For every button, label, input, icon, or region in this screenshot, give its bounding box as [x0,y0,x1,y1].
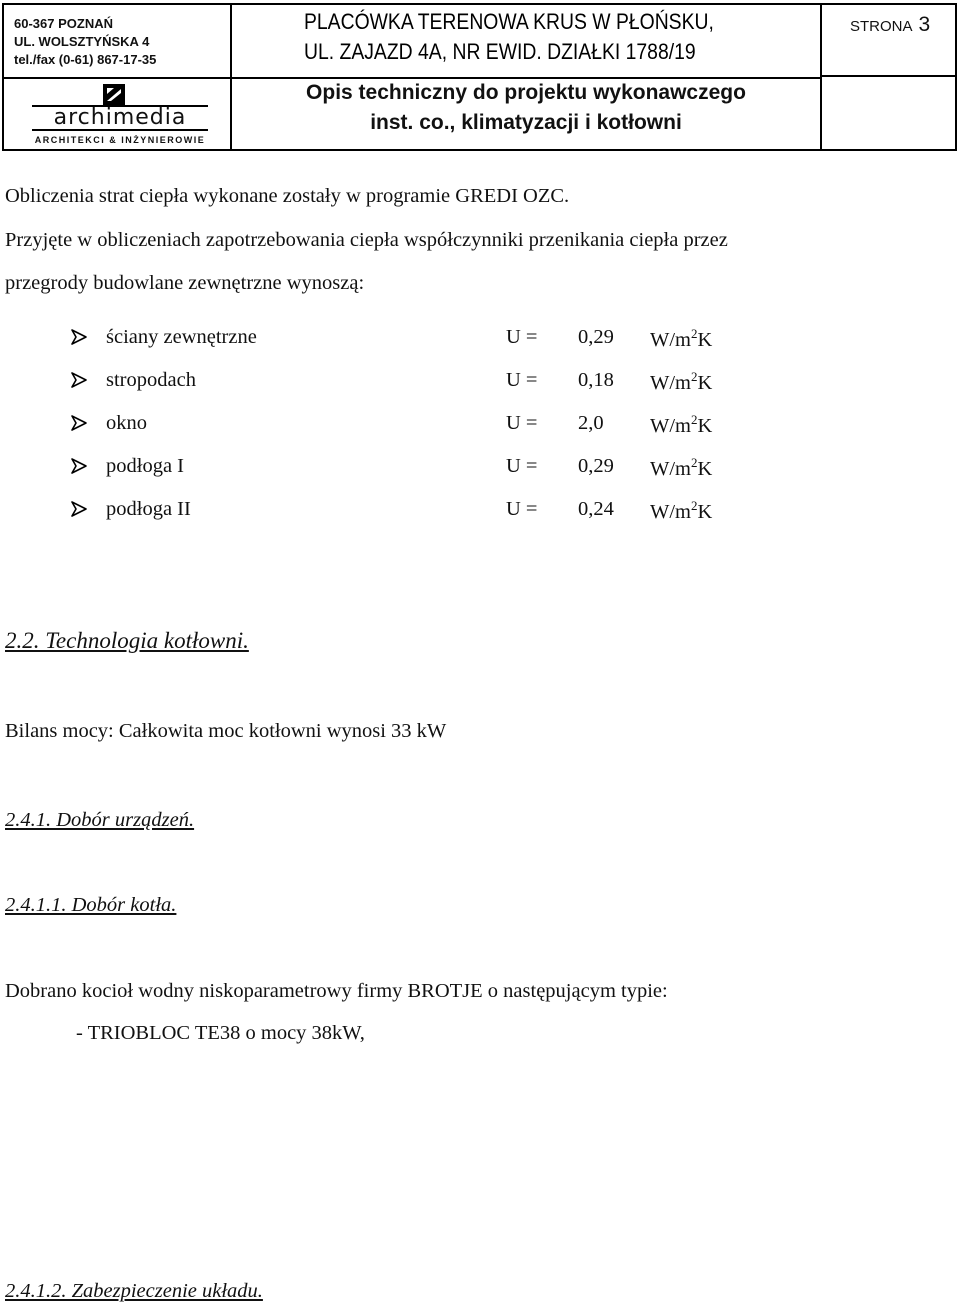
project-title-line2: UL. ZAJAZD 4A, NR EWID. DZIAŁKI 1788/19 [304,39,696,64]
u-item-unit: $W/m^2K$ [650,498,713,523]
document-subtitle-line2: inst. co., klimatyzacji i kotłowni [370,111,682,134]
boiler-model-item: - TRIOBLOC TE38 o mocy 38kW, [76,1022,365,1044]
document-header [2,3,957,151]
u-item-unit: $W/m^2K$ [650,412,713,437]
u-item-name: okno [106,412,147,434]
boiler-selection-line: Dobrano kocioł wodny niskoparametrowy firmy BROTJE o następującym typie: [5,980,668,1002]
u-item-unit: $W/m^2K$ [650,455,713,480]
u-item-name: ściany zewnętrzne [106,326,257,348]
company-address-block [4,5,230,79]
u-item-eq: U = [506,455,538,477]
address-street: UL. WOLSZTYŃSKA 4 [14,34,150,49]
u-item-name: podłoga II [106,498,191,520]
u-item-value: 0,29 [578,455,614,477]
power-balance-line: Bilans mocy: Całkowita moc kotłowni wynosi 33 kW [5,720,447,742]
u-item-unit: $W/m^2K$ [650,326,713,351]
u-item-value: 0,29 [578,326,614,348]
intro-line: Obliczenia strat ciepła wykonane zostały w programie GREDI OZC. [5,185,570,207]
u-item-eq: U = [506,498,538,520]
address-phone: tel./fax (0-61) 867-17-35 [14,52,157,67]
u-item-value: 0,24 [578,498,614,520]
arrowhead-bullet-icon [70,500,88,518]
u-item-name: stropodach [106,369,196,391]
archimedia-logo-icon [102,83,126,107]
section-heading-devices: 2.4.1. Dobór urządzeń. [5,809,195,831]
u-item-name: podłoga I [106,455,184,477]
u-item-unit: $W/m^2K$ [650,369,713,394]
header-company-cell [4,5,232,149]
section-heading-boiler: 2.4.1.1. Dobór kotła. [5,894,177,916]
document-subtitle-line1: Opis techniczny do projektu wykonawczego [306,81,746,104]
header-page-cell [822,5,955,77]
arrowhead-bullet-icon [70,414,88,432]
u-item-value: 0,18 [578,369,614,391]
u-item-eq: U = [506,369,538,391]
paragraph-line2: przegrody budowlane zewnętrzne wynoszą: [5,272,365,294]
page-indicator [850,13,930,37]
page-number: 3 [918,13,931,36]
arrowhead-bullet-icon [70,371,88,389]
address-city: 60-367 POZNAŃ [14,16,113,31]
arrowhead-bullet-icon [70,457,88,475]
u-item-value: 2,0 [578,412,604,434]
section-heading-technology: 2.2. Technologia kotłowni. [5,628,249,653]
page-label: STRONA [850,18,913,35]
logo-tagline: ARCHITEKCI & INŻYNIEROWIE [34,135,206,145]
project-title-block [232,5,820,79]
paragraph-line1: Przyjęte w obliczeniach zapotrzebowania ciepła współczynniki przenikania ciepła przez [5,229,728,251]
u-item-eq: U = [506,326,538,348]
project-title-line1: PLACÓWKA TERENOWA KRUS W PŁOŃSKU, [304,9,714,34]
arrowhead-bullet-icon [70,328,88,346]
u-item-eq: U = [506,412,538,434]
section-heading-protection: 2.4.1.2. Zabezpieczenie układu. [5,1280,263,1302]
header-title-cell [232,5,822,149]
logo-wordmark: archimedia [32,105,208,131]
